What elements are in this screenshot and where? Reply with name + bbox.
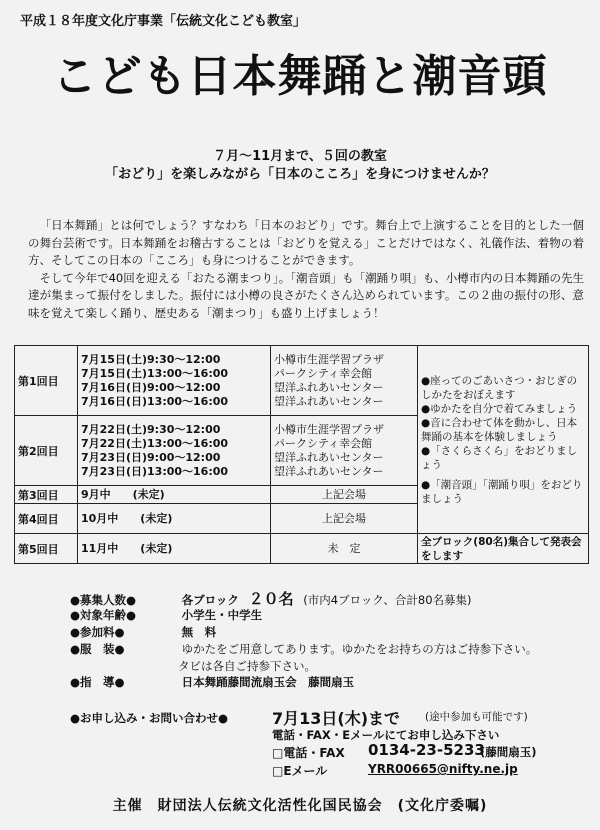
date-line: 7月23日(日)9:00～12:00 (81, 450, 221, 464)
session-venues (271, 416, 418, 486)
intro-text (28, 217, 584, 322)
detail-clothing-2 (178, 658, 316, 674)
detail-clothing (70, 641, 537, 657)
detail-label: ●対象年齢● (70, 608, 137, 622)
date-line: 7月16日(日)13:00～16:00 (81, 394, 229, 408)
note-item: ●「潮音頭」「潮踊り唄」をおどりましょう (421, 478, 583, 505)
date-line: 7月22日(土)13:00～16:00 (81, 436, 229, 450)
session-venues (271, 346, 418, 416)
capacity-note: (市内4ブロック、合計80名募集) (303, 593, 472, 607)
schedule-row (15, 346, 589, 416)
instructor-value: 日本舞踊藤間流扇玉会 藤間扇玉 (181, 675, 355, 689)
venue-line: パークシティ幸会館 (274, 366, 373, 380)
date-line: 7月22日(土)9:30～12:00 (81, 422, 221, 436)
session-label: 第1回目 (15, 346, 78, 416)
venue-line: 望洋ふれあいセンター (274, 450, 384, 464)
page-title: こども日本舞踊と潮音頭 (52, 51, 548, 102)
capacity-number: ２０名 (248, 590, 294, 608)
intro-paragraph-1: 「日本舞踊」とは何でしょう？すなわち「日本のおどり」です。舞台上で上演することを目的とした一個の舞台芸術です。日本舞踊をお稽古することは「おどりを覚える」ことだけではなく、礼儀作法、着物の着方、そしてこの日本の「こころ」も身につけることができます。 (28, 218, 584, 267)
venue-line: 小樽市生涯学習プラザ (274, 352, 384, 366)
session-dates: 9月中 (未定) (78, 486, 271, 504)
clothing-value-2: タビは各自ご持参下さい。 (178, 659, 316, 673)
venue-line: 望洋ふれあいセンター (274, 380, 384, 394)
session-dates: 11月中 (未定) (78, 534, 271, 564)
clothing-value: ゆかたをご用意してあります。ゆかたをお持ちの方はご持参下さい。 (181, 642, 538, 656)
session-dates (78, 346, 271, 416)
lead-line-2: 「おどり」を楽しみながら「日本のこころ」を身につけませんか？ (105, 167, 495, 182)
venue-line: パークシティ幸会館 (274, 436, 373, 450)
note-item: ●音に合わせて体を動かし、日本舞踊の基本を体験しましょう (421, 416, 578, 443)
contact-email-label: □Eメール (272, 764, 328, 778)
date-line: 7月15日(土)9:30～12:00 (81, 352, 221, 366)
detail-capacity (70, 588, 472, 609)
venue-line: 望洋ふれあいセンター (274, 464, 384, 478)
organizer-footer: 主催 財団法人伝統文化活性化国民協会 (文化庁委嘱) (112, 798, 488, 814)
session-venues: 上記会場 (271, 504, 418, 534)
final-note: 全ブロック(80名)集合して発表会をします (418, 534, 589, 564)
session-label: 第4回目 (15, 504, 78, 534)
contact-phone-label: □電話・FAX (272, 746, 345, 760)
detail-fee (70, 624, 216, 640)
contact-deadline: 7月13日(木)まで (272, 709, 401, 728)
schedule-row (15, 534, 589, 564)
date-line: 7月23日(日)13:00～16:00 (81, 464, 229, 478)
session-label: 第2回目 (15, 416, 78, 486)
program-subtitle: 平成１８年度文化庁事業「伝統文化こども教室」 (20, 14, 307, 29)
session-venues: 未 定 (271, 534, 418, 564)
schedule-table (14, 345, 589, 564)
date-line: 7月15日(土)13:00～16:00 (81, 366, 229, 380)
venue-line: 小樽市生涯学習プラザ (274, 422, 384, 436)
session-venues: 上記会場 (271, 486, 418, 504)
session-label: 第5回目 (15, 534, 78, 564)
session-notes (418, 346, 589, 534)
lead-line-1: ７月～11月まで、５回の教室 (213, 149, 387, 164)
contact-label: ●お申し込み・お問い合わせ● (70, 711, 229, 725)
note-item: ●座ってのごあいさつ・おじぎのしかたをおぼえます (421, 374, 578, 401)
detail-age (70, 607, 262, 623)
contact-email-link[interactable]: YRR00665@nifty.ne.jp (368, 762, 518, 776)
detail-label: ●指 導● (70, 675, 125, 689)
session-dates: 10月中 (未定) (78, 504, 271, 534)
detail-label: ●募集人数● (70, 593, 137, 607)
fee-value: 無 料 (181, 625, 217, 639)
contact-method: 電話・FAX・Eメールにてお申し込み下さい (272, 728, 500, 742)
date-line: 7月16日(日)9:00～12:00 (81, 380, 221, 394)
note-item: ●「さくらさくら」をおどりましょう (421, 444, 578, 471)
detail-instructor (70, 674, 354, 690)
contact-phone-person: (藤間扇玉) (480, 745, 537, 759)
session-dates (78, 416, 271, 486)
detail-label: ●参加料● (70, 625, 125, 639)
intro-paragraph-2: そして今年で40回を迎える「おたる潮まつり」。「潮音頭」も「潮踊り唄」も、小樽市内の日本舞踊の先生達が集まって振付をしました。振付には小樽の良さがたくさん込められています。この２曲の振付の形、意味を覚えて楽しく踊り、歴史ある「潮まつり」も盛り上げましょう！ (28, 270, 584, 320)
session-label: 第3回目 (15, 486, 78, 504)
contact-deadline-note: (途中参加も可能です) (425, 711, 528, 723)
venue-line: 望洋ふれあいセンター (274, 394, 384, 408)
age-value: 小学生・中学生 (181, 608, 263, 622)
detail-label: ●服 装● (70, 642, 125, 656)
capacity-value: 各ブロック (181, 593, 239, 607)
contact-phone: 0134-23-5233 (368, 741, 485, 759)
note-item: ●ゆかたを自分で着てみましょう (421, 402, 578, 415)
